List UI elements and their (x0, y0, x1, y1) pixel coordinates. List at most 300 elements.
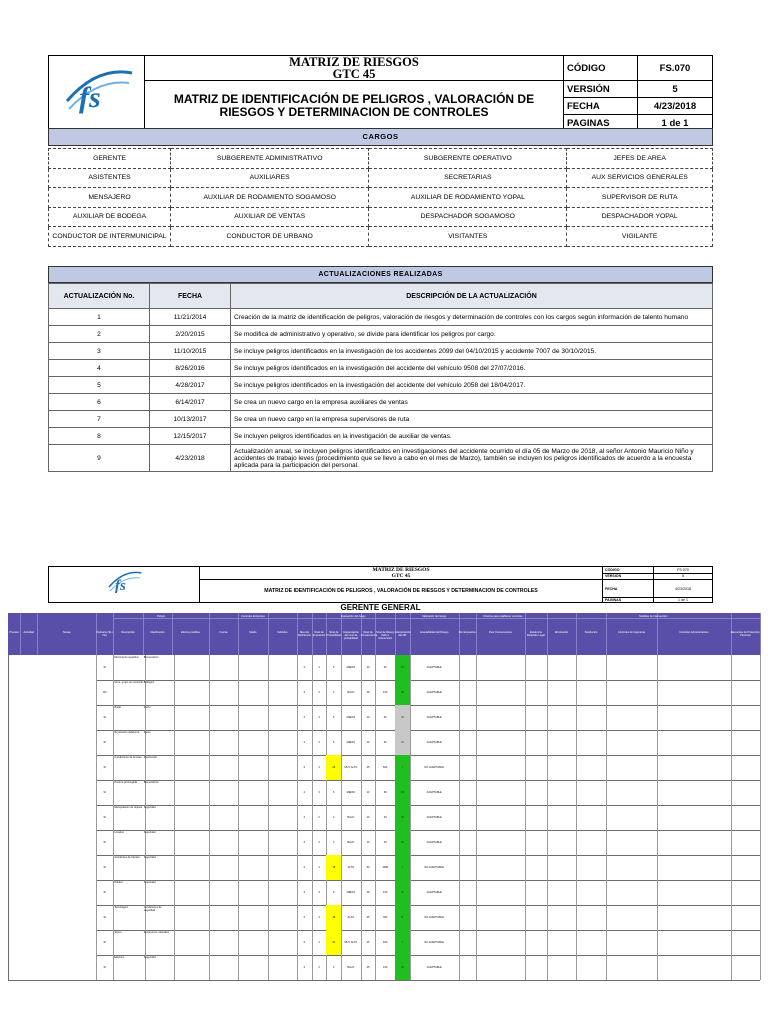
matrix-header-col (606, 613, 658, 655)
matrix-header-group: Valoración del riesgo (410, 615, 459, 619)
matrix-cell-rut: SI (96, 955, 114, 980)
matrix-header-col (375, 613, 396, 655)
matrix-cell (547, 655, 577, 680)
matrix-meta-value-date: 4/23/2018 (654, 580, 713, 598)
matrix-row (8, 830, 760, 856)
matrix-header-label: Nivel de Exposición (312, 631, 326, 637)
matrix-cell (576, 805, 606, 830)
matrix-cell (172, 830, 210, 855)
matrix-header-label: Nivel de Deficiencia (298, 631, 311, 637)
matrix-cell (525, 805, 548, 830)
matrix-cell-nd: 2 (297, 830, 313, 855)
matrix-cell (476, 930, 526, 955)
matrix-cell (731, 805, 761, 830)
matrix-cell-ne: 3 (312, 730, 328, 755)
matrix-header-group: Criterios para establecer controles (459, 615, 547, 619)
matrix-cell (576, 730, 606, 755)
matrix-header-label: Eliminación (554, 631, 569, 634)
cargos-row (49, 227, 713, 247)
matrix-cell (576, 955, 606, 980)
matrix-cell (657, 955, 731, 980)
meta-value-pages: 1 de 1 (638, 115, 713, 132)
matrix-cell (731, 755, 761, 780)
meta-label-date: FECHA (564, 98, 638, 115)
matrix-cell-np: 6 (326, 705, 342, 730)
matrix-header-col (326, 613, 342, 655)
matrix-cell (209, 880, 239, 905)
matrix-cell (268, 730, 298, 755)
doc-title: MATRIZ DE RIESGOS GTC 45 (145, 56, 564, 81)
matrix-cell (209, 680, 239, 705)
matrix-header-group: Peligro (113, 615, 209, 619)
matrix-cell-clas: Físico (143, 705, 175, 730)
matrix-doc-subtitle: MATRIZ DE IDENTIFICACIÓN DE PELIGROS , VALORACIÓN DE RIESGOS Y DETERMINACION DE CONTROLES (200, 580, 603, 603)
matrix-header-label: Efectos posibles (181, 631, 200, 634)
matrix-cell (172, 655, 210, 680)
matrix-header-label: Controles de Ingeniería (617, 631, 645, 634)
matrix-cell (576, 880, 606, 905)
matrix-cell (606, 680, 658, 705)
matrix-cell-nc: 25 (361, 755, 377, 780)
matrix-cell (547, 955, 577, 980)
matrix-header-label: Fuente (219, 631, 228, 634)
matrix-cell (606, 955, 658, 980)
matrix-cell-acept: ACEPTABLE (410, 655, 460, 680)
matrix-cell-nr: 60 (375, 705, 396, 730)
matrix-cell (606, 730, 658, 755)
matrix-cell (657, 780, 731, 805)
cargo-cell: GERENTE (49, 149, 171, 169)
cargo-cell: AUX SERVICIOS GENERALES (567, 168, 713, 188)
matrix-cell-peligro: Virus, grupo no conocido (113, 680, 145, 705)
matrix-cell (459, 730, 477, 755)
matrix-cell-lvl: II (395, 905, 411, 930)
matrix-header-label: Tareas (62, 631, 71, 634)
matrix-cell-peligro: Eléctrico (113, 955, 145, 980)
matrix-cell (209, 830, 239, 855)
cargo-cell: SUBGERENTE ADMINISTRATIVO (171, 149, 369, 169)
section-title-gerente-general: GERENTE GENERAL (340, 603, 421, 612)
matrix-cell-interp: ALTO (341, 905, 362, 930)
update-number: 3 (49, 343, 150, 360)
matrix-cell-np: 6 (326, 880, 342, 905)
matrix-cell-rut: SI (96, 830, 114, 855)
matrix-cell (172, 705, 210, 730)
matrix-cell (268, 830, 298, 855)
matrix-header-label: Peor Consecuencia (489, 631, 512, 634)
matrix-cell (731, 655, 761, 680)
matrix-cell (172, 730, 210, 755)
matrix-cell-np: 4 (326, 830, 342, 855)
matrix-cell (657, 680, 731, 705)
matrix-cell (209, 655, 239, 680)
matrix-header-col (209, 613, 239, 655)
matrix-cell (547, 805, 577, 830)
matrix-cell-peligro: Locativo (113, 830, 145, 855)
matrix-cell (238, 905, 268, 930)
matrix-cell-nd: 6 (297, 905, 313, 930)
update-row (49, 377, 713, 394)
matrix-cell (657, 755, 731, 780)
matrix-cell (576, 755, 606, 780)
update-date: 4/28/2017 (150, 377, 231, 394)
matrix-cell (268, 805, 298, 830)
matrix-cell (731, 705, 761, 730)
cargos-row (49, 149, 713, 169)
matrix-cell-rut: SI (96, 855, 114, 880)
matrix-header-label: Nro Expuestos (458, 631, 476, 634)
matrix-cell (606, 655, 658, 680)
matrix-row (8, 780, 760, 806)
matrix-cell-nd: 2 (297, 955, 313, 980)
matrix-header-col (476, 613, 526, 655)
matrix-cell (268, 655, 298, 680)
meta-value-code: FS.070 (638, 56, 713, 81)
matrix-cell-acept: NO ACEPTABLE (410, 905, 460, 930)
matrix-header-label: Nivel de Probabilidad (326, 631, 341, 637)
update-description: Se crea un nuevo cargo en la empresa supervisores de ruta (231, 411, 713, 428)
matrix-cell (525, 955, 548, 980)
matrix-cell (547, 930, 577, 955)
matrix-header-label: Proceso (9, 631, 19, 634)
matrix-cell-clas: Seguridad (143, 805, 175, 830)
update-row (49, 428, 713, 445)
matrix-cell-nd: 2 (297, 655, 313, 680)
matrix-cell-interp: BAJO (341, 955, 362, 980)
matrix-header-col (172, 613, 210, 655)
matrix-row (8, 955, 760, 981)
col-description: DESCRIPCIÓN DE LA ACTUALIZACIÓN (231, 284, 713, 309)
matrix-cell (525, 830, 548, 855)
matrix-cell (731, 830, 761, 855)
matrix-meta-value-pages: 1 de 1 (654, 598, 713, 603)
update-number: 7 (49, 411, 150, 428)
matrix-cell (476, 705, 526, 730)
matrix-row (8, 905, 760, 931)
matrix-cell-acept: NO ACEPTABLE (410, 855, 460, 880)
matrix-cell-nd: 6 (297, 755, 313, 780)
matrix-cell-nr: 100 (375, 680, 396, 705)
matrix-cell (238, 730, 268, 755)
matrix-header (48, 566, 713, 603)
matrix-cell (459, 855, 477, 880)
matrix-cell-acept: ACEPTABLE (410, 780, 460, 805)
logo-text: fs (78, 81, 101, 114)
matrix-header-group: Controles Existentes (209, 615, 297, 619)
matrix-cell-clas: Biológico (143, 680, 175, 705)
matrix-meta-label-pages: PAGINAS (603, 598, 654, 603)
updates-table (48, 283, 713, 472)
matrix-cell (657, 830, 731, 855)
matrix-cell-nr: 600 (375, 755, 396, 780)
cargo-cell: AUXILIAR DE BODEGA (49, 207, 171, 227)
matrix-cell-nc: 25 (361, 905, 377, 930)
matrix-header-col (410, 613, 460, 655)
matrix-header-col (341, 613, 362, 655)
matrix-cell (172, 880, 210, 905)
matrix-cell-nd: 6 (297, 930, 313, 955)
matrix-cell-nc: 10 (361, 730, 377, 755)
matrix-cell (606, 805, 658, 830)
matrix-cell (731, 780, 761, 805)
matrix-cell (172, 755, 210, 780)
col-update-no: ACTUALIZACIÓN No. (49, 284, 150, 309)
matrix-cell-peligro: Público (113, 880, 145, 905)
update-row (49, 394, 713, 411)
update-date: 8/26/2016 (150, 360, 231, 377)
update-row (49, 445, 713, 472)
update-description: Se incluye peligros identificados en la investigación del accidente del vehículo 9508 del 27/07/2016. (231, 360, 713, 377)
matrix-cell (172, 855, 210, 880)
meta-value-date: 4/23/2018 (638, 98, 713, 115)
matrix-cell (459, 705, 477, 730)
matrix-cell-interp: BAJO (341, 830, 362, 855)
matrix-cell (459, 830, 477, 855)
matrix-cell (268, 705, 298, 730)
matrix-row (8, 930, 760, 956)
matrix-cell-acept: NO ACEPTABLE (410, 755, 460, 780)
matrix-cell-clas: Seguridad (143, 855, 175, 880)
matrix-cell-nc: 25 (361, 680, 377, 705)
doc-subtitle: MATRIZ DE IDENTIFICACIÓN DE PELIGROS , VALORACIÓN DE RIESGOS Y DETERMINACION DE CONTROLES (145, 81, 564, 132)
matrix-cell-nr: 60 (375, 730, 396, 755)
matrix-cell-peligro: Condiciones de la tarea (113, 755, 145, 780)
matrix-cell-nd: 2 (297, 880, 313, 905)
matrix-cell (525, 855, 548, 880)
matrix-cell (268, 905, 298, 930)
matrix-cell-lvl: II (395, 880, 411, 905)
matrix-header-label: Existencia Requisito Legal (526, 631, 545, 637)
cargos-row (49, 207, 713, 227)
matrix-cell (657, 930, 731, 955)
matrix-cell (172, 680, 210, 705)
matrix-cell-interp: BAJO (341, 805, 362, 830)
cargo-cell: ASISTENTES (49, 168, 171, 188)
matrix-cell (459, 880, 477, 905)
matrix-cell (238, 955, 268, 980)
matrix-cell-nr: 150 (375, 880, 396, 905)
matrix-cell-lvl: III (395, 655, 411, 680)
meta-label-pages: PAGINAS (564, 115, 638, 132)
matrix-cell-ne: 3 (312, 655, 328, 680)
matrix-cell (731, 930, 761, 955)
matrix-cell (268, 780, 298, 805)
matrix-cell (547, 855, 577, 880)
matrix-cell-clas: Fenómenos naturales (143, 930, 175, 955)
matrix-cell-peligro: Accidentes de tránsito (113, 855, 145, 880)
matrix-header-label: Nivel de Consecuencia (360, 631, 378, 637)
matrix-cell-clas: Biomecánico (143, 655, 175, 680)
matrix-cell-ne: 2 (312, 805, 328, 830)
matrix-row (8, 680, 760, 706)
update-row (49, 326, 713, 343)
matrix-cell-ne: 3 (312, 880, 328, 905)
cargo-cell: MENSAJERO (49, 188, 171, 208)
matrix-cell-nc: 25 (361, 880, 377, 905)
fs-logo-small-icon (99, 567, 149, 597)
matrix-cell (525, 705, 548, 730)
matrix-cell-ne: 2 (312, 830, 328, 855)
matrix-cell-interp: MEDIO (341, 655, 362, 680)
matrix-header-label: Medio (249, 631, 257, 634)
matrix-cell-np: 6 (326, 780, 342, 805)
matrix-cell-nd: 2 (297, 780, 313, 805)
matrix-cell-acept: ACEPTABLE (410, 805, 460, 830)
matrix-cell-clas: Seguridad (143, 830, 175, 855)
matrix-cell-ne: 3 (312, 705, 328, 730)
matrix-meta-label-date: FECHA (603, 580, 654, 598)
matrix-header-label: Controles Administrativos (679, 631, 709, 634)
matrix-cell-peligro: Iluminación deficiente (113, 730, 145, 755)
matrix-cell-interp: MEDIO (341, 730, 362, 755)
matrix-cell (238, 830, 268, 855)
matrix-cell (476, 955, 526, 980)
matrix-cell-peligro: Manipulación de objetos (113, 805, 145, 830)
matrix-cell (459, 905, 477, 930)
matrix-cell (606, 830, 658, 855)
matrix-header-label: Aceptabilidad del Riesgo (419, 631, 449, 634)
matrix-cell (209, 755, 239, 780)
matrix-cell-clas: Condiciones de seguridad (143, 905, 175, 930)
matrix-cell (476, 730, 526, 755)
matrix-row (8, 855, 760, 881)
matrix-header-col (731, 613, 761, 655)
matrix-cell-acept: ACEPTABLE (410, 705, 460, 730)
matrix-cell-ne: 4 (312, 930, 328, 955)
matrix-cell (238, 655, 268, 680)
matrix-cell (172, 905, 210, 930)
matrix-cell (209, 855, 239, 880)
document-header (48, 55, 713, 132)
matrix-cell (172, 930, 210, 955)
matrix-header-group: Evaluación del riesgo (297, 615, 410, 619)
matrix-cell-ne: 4 (312, 755, 328, 780)
matrix-cell-ne: 3 (312, 905, 328, 930)
cargo-cell: DESPACHADOR YOPAL (567, 207, 713, 227)
matrix-cell (547, 880, 577, 905)
matrix-cell (576, 705, 606, 730)
matrix-header-label: Interpretación del NR (395, 631, 411, 637)
matrix-cell-ne: 3 (312, 855, 328, 880)
matrix-header-col (297, 613, 313, 655)
update-description: Creación de la matriz de identificación de peligros, valoración de riesgos y determinación de controles con los cargos según información de talento humano (231, 309, 713, 326)
matrix-meta-value-code: FS.070 (654, 567, 713, 574)
matrix-cell-acept: ACEPTABLE (410, 880, 460, 905)
matrix-cell-acept: ACEPTABLE (410, 730, 460, 755)
cargo-cell: DESPACHADOR SOGAMOSO (369, 207, 567, 227)
matrix-cell (547, 830, 577, 855)
matrix-cell (576, 905, 606, 930)
matrix-cell-acept: ACEPTABLE (410, 955, 460, 980)
update-description: Actualización anual, se incluyen peligros identificados en investigaciones del accidente ocurrido el día 05 de Marzo de 2018, al señor Antonio Mauricio Niño y accidentes de trabajo leves (procedimiento que se llevo a cabo en el mes de Marzo), también se incluyen los peligros identificados de acuerdo a la encuesta aplicada para la participación del personal. (231, 445, 713, 472)
matrix-cell-np: 24 (326, 930, 342, 955)
matrix-cell-clas: Biomecánico (143, 780, 175, 805)
updates-heading: ACTUALIZACIONES REALIZADAS (48, 266, 713, 283)
update-number: 6 (49, 394, 150, 411)
matrix-cell (238, 930, 268, 955)
update-row (49, 411, 713, 428)
matrix-cell (238, 855, 268, 880)
matrix-cell (657, 880, 731, 905)
matrix-cell-np: 18 (326, 905, 342, 930)
matrix-meta-label-version: VERSIÓN (603, 573, 654, 580)
matrix-cell-lvl: I (395, 855, 411, 880)
cargo-cell: AUXILIAR DE RODAMIENTO SOGAMOSO (171, 188, 369, 208)
matrix-cell-lvl: III (395, 805, 411, 830)
matrix-process-col (20, 655, 38, 980)
matrix-cell (606, 855, 658, 880)
matrix-cell-np: 24 (326, 755, 342, 780)
matrix-row (8, 705, 760, 731)
matrix-row (8, 730, 760, 756)
matrix-cell (209, 955, 239, 980)
matrix-cell-lvl: III (395, 730, 411, 755)
matrix-cell-peligro: Movimiento repetitivo (113, 655, 145, 680)
cargos-row (49, 188, 713, 208)
matrix-cell-rut: SI (96, 930, 114, 955)
matrix-cell-interp: BAJO (341, 680, 362, 705)
cargos-heading: CARGOS (48, 128, 713, 146)
matrix-header-col (113, 613, 143, 655)
matrix-cell-nc: 10 (361, 705, 377, 730)
matrix-cell-nr: 60 (375, 655, 396, 680)
matrix-cell (606, 905, 658, 930)
matrix-cell-interp: MUY ALTO (341, 755, 362, 780)
matrix-cell (525, 780, 548, 805)
matrix-row (8, 880, 760, 906)
matrix-meta-value-version: 5 (654, 573, 713, 580)
matrix-header-label: Actividad (23, 631, 35, 634)
matrix-cell (459, 955, 477, 980)
matrix-header-col (361, 613, 377, 655)
cargo-cell: AUXILIAR DE RODAMIENTO YOPAL (369, 188, 567, 208)
matrix-cell-peligro: Postura prolongada (113, 780, 145, 805)
matrix-cell (576, 655, 606, 680)
matrix-cell (476, 655, 526, 680)
cargos-row (49, 168, 713, 188)
matrix-cell-acept: ACEPTABLE (410, 830, 460, 855)
update-number: 5 (49, 377, 150, 394)
matrix-header-col (576, 613, 606, 655)
matrix-header-label: Nivel de Riesgo (NR) e intervención (376, 631, 395, 640)
matrix-cell-peligro: Tecnológico (113, 905, 145, 930)
matrix-header-col (143, 613, 173, 655)
matrix-cell (731, 680, 761, 705)
matrix-cell (576, 680, 606, 705)
matrix-logo (49, 567, 200, 603)
matrix-cell-ne: 2 (312, 680, 328, 705)
matrix-cell (209, 780, 239, 805)
matrix-cell (525, 930, 548, 955)
matrix-cell (731, 880, 761, 905)
matrix-cell (576, 930, 606, 955)
matrix-cell-nc: 10 (361, 805, 377, 830)
update-description: Se incluye peligros identificados en la investigación del accidente del vehículo 2058 del 18/04/2017. (231, 377, 713, 394)
matrix-header-col (657, 613, 731, 655)
matrix-cell-np: 6 (326, 655, 342, 680)
matrix-cell-clas: Físico (143, 730, 175, 755)
matrix-cell-nc: 10 (361, 655, 377, 680)
matrix-cell (547, 680, 577, 705)
matrix-cell-nr: 40 (375, 805, 396, 830)
matrix-cell-lvl: III (395, 830, 411, 855)
matrix-cell (657, 705, 731, 730)
matrix-cell (476, 755, 526, 780)
matrix-cell-nr: 60 (375, 780, 396, 805)
matrix-header-col (238, 613, 268, 655)
matrix-cell-nr: 1080 (375, 855, 396, 880)
matrix-cell-lvl: III (395, 705, 411, 730)
